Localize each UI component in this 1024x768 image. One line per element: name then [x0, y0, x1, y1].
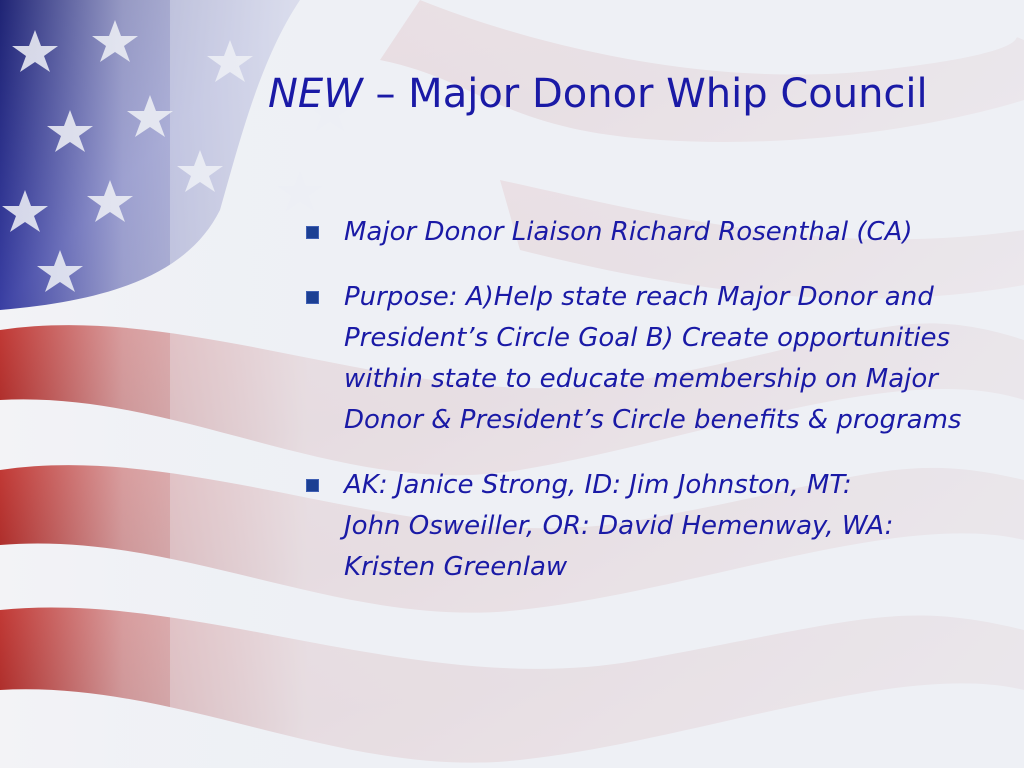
- square-bullet-icon: [306, 291, 319, 304]
- list-item: [306, 212, 986, 253]
- bullet-text-liaison: Major Donor Liaison Richard Rosenthal (CA): [344, 217, 913, 247]
- square-bullet-icon: [306, 226, 319, 239]
- bullet-text-contacts: AK: Janice Strong, ID: Jim Johnston, MT: John Osweiller, OR: David Hemenway, WA: Kristen Greenlaw: [344, 470, 894, 582]
- title-new-label: NEW: [268, 71, 363, 117]
- bullet-text-purpose: Purpose: A)Help state reach Major Donor and President’s Circle Goal B) Create opportunities within state to educate membership on Major Donor & President’s Circle benefits & programs: [344, 282, 962, 435]
- square-bullet-icon: [306, 479, 319, 492]
- slide-title: [268, 66, 988, 122]
- bullet-list: [306, 212, 986, 612]
- title-text: – Major Donor Whip Council: [362, 71, 928, 117]
- list-item: [306, 277, 986, 441]
- list-item: [306, 465, 986, 588]
